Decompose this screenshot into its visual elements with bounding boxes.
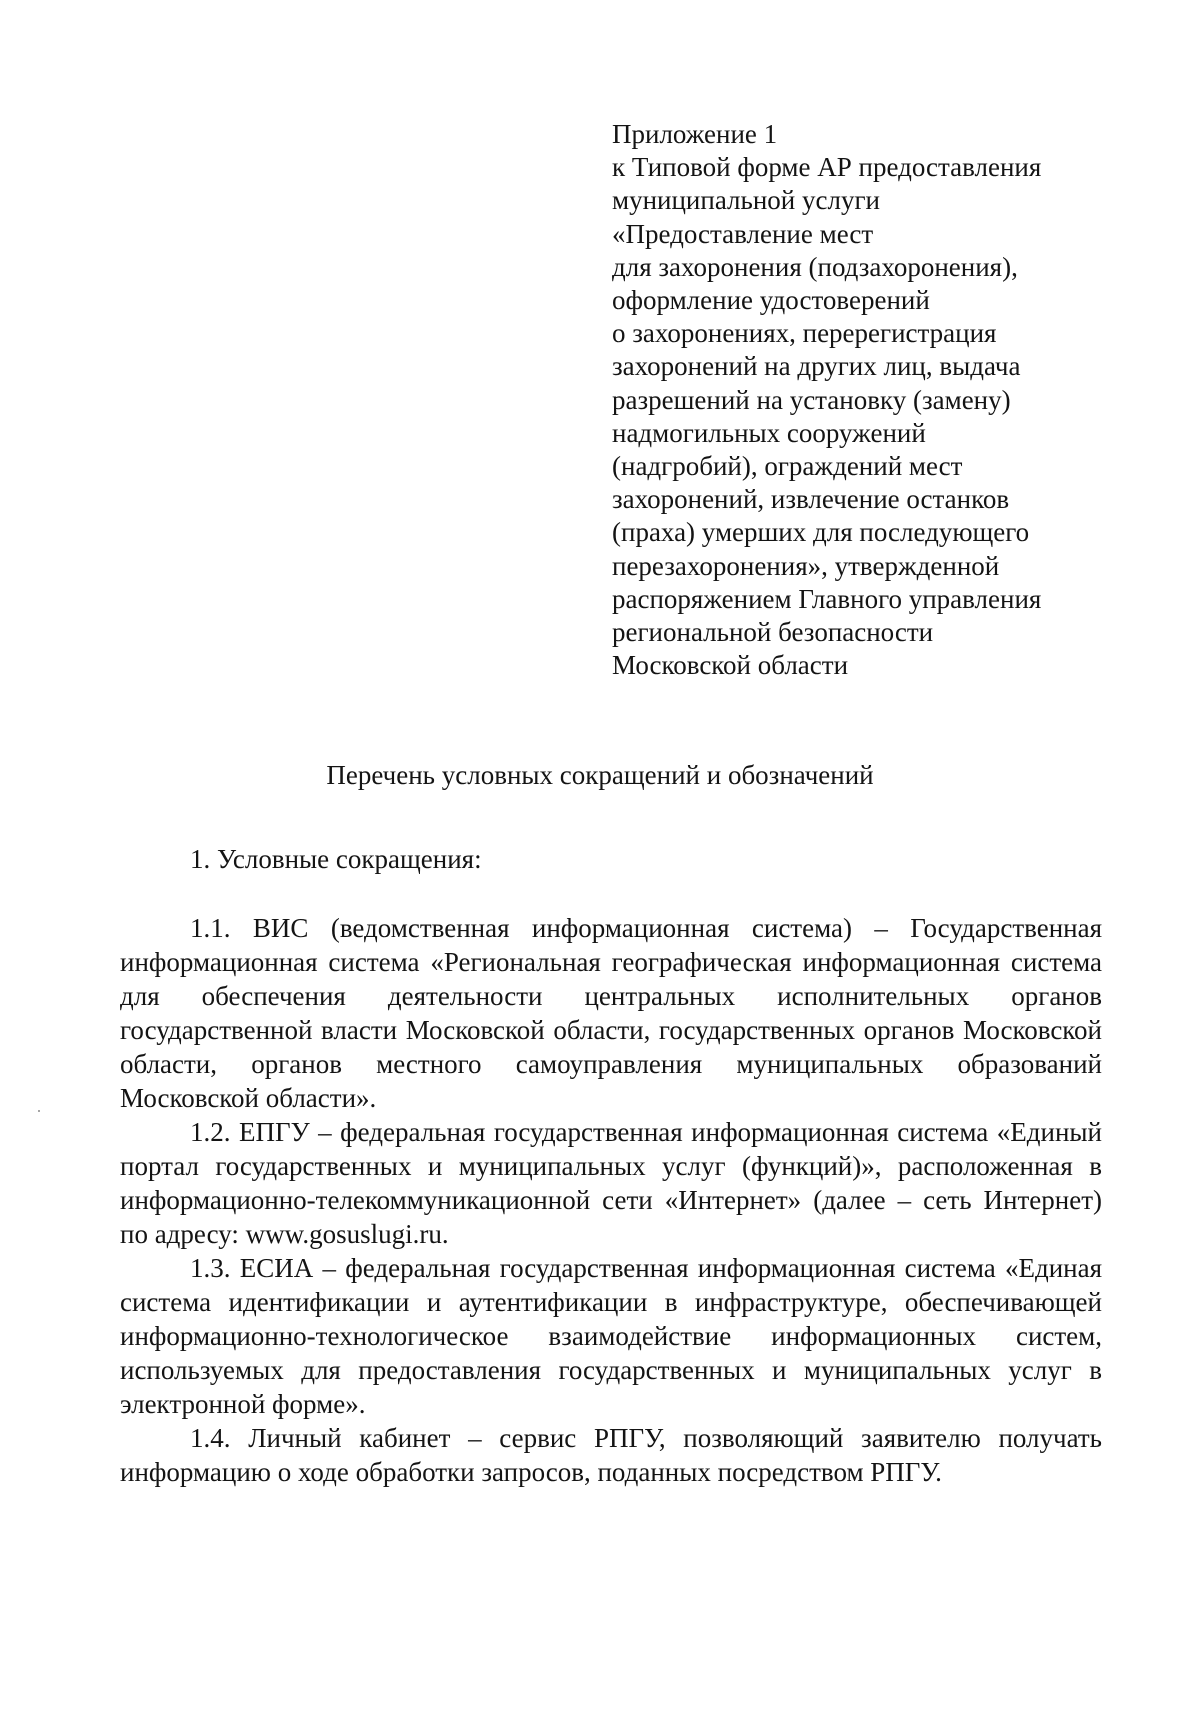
appendix-block — [612, 118, 1172, 682]
appendix-line: для захоронения (подзахоронения), — [612, 251, 1018, 282]
appendix-line: к Типовой форме АР предоставления — [612, 152, 1042, 183]
definition-item: 1.4. Личный кабинет – сервис РПГУ, позволяющий заявителю получать информацию о ходе обработки запросов, поданных посредством РПГУ. — [120, 1423, 1102, 1487]
appendix-line: региональной безопасности — [612, 617, 934, 648]
definition-item: 1.2. ЕПГУ – федеральная государственная информационная система «Единый портал государственных и муниципальных услуг (функций)», расположенная в информационно-телекоммуникационной сети «Интернет» (далее – сеть Интернет) по адресу: www.gosuslugi.ru. — [120, 1117, 1102, 1249]
appendix-line: (праха) умерших для последующего — [612, 517, 1030, 548]
definition-item: 1.1. ВИС (ведомственная информационная система) – Государственная информационная система «Региональная географическая информационная система для обеспечения деятельности центральных исполнительных органов государственной власти Московской области, государственных органов Московской области, органов местного самоуправления муниципальных образований Московской области». — [120, 913, 1102, 1113]
definitions-list — [120, 911, 1102, 1489]
appendix-line: захоронений, извлечение останков — [612, 484, 1010, 515]
appendix-line: о захоронениях, перерегистрация — [612, 318, 997, 349]
appendix-line: (надгробий), ограждений мест — [612, 451, 963, 482]
appendix-line: перезахоронения», утвержденной — [612, 550, 1000, 581]
appendix-line: Московской области — [612, 650, 849, 681]
appendix-line: надмогильных сооружений — [612, 417, 926, 448]
appendix-line: распоряжением Главного управления — [612, 583, 1042, 614]
document-title: Перечень условных сокращений и обозначений — [326, 760, 874, 790]
appendix-line: оформление удостоверений — [612, 285, 930, 316]
appendix-line: разрешений на установку (замену) — [612, 384, 1011, 415]
appendix-line: захоронений на других лиц, выдача — [612, 351, 1021, 382]
definition-item: 1.3. ЕСИА – федеральная государственная информационная система «Единая система идентификации и аутентификации в инфраструктуре, обеспечивающей информационно-технологическое взаимодействие информационных систем, используемых для предоставления государственных и муниципальных услуг в электронной форме». — [120, 1253, 1102, 1419]
appendix-line: «Предоставление мест — [612, 218, 874, 249]
appendix-line: муниципальной услуги — [612, 185, 880, 216]
section-heading: 1. Условные сокращения: — [190, 844, 482, 874]
appendix-line: Приложение 1 — [612, 119, 778, 149]
scan-speck — [38, 1110, 40, 1112]
